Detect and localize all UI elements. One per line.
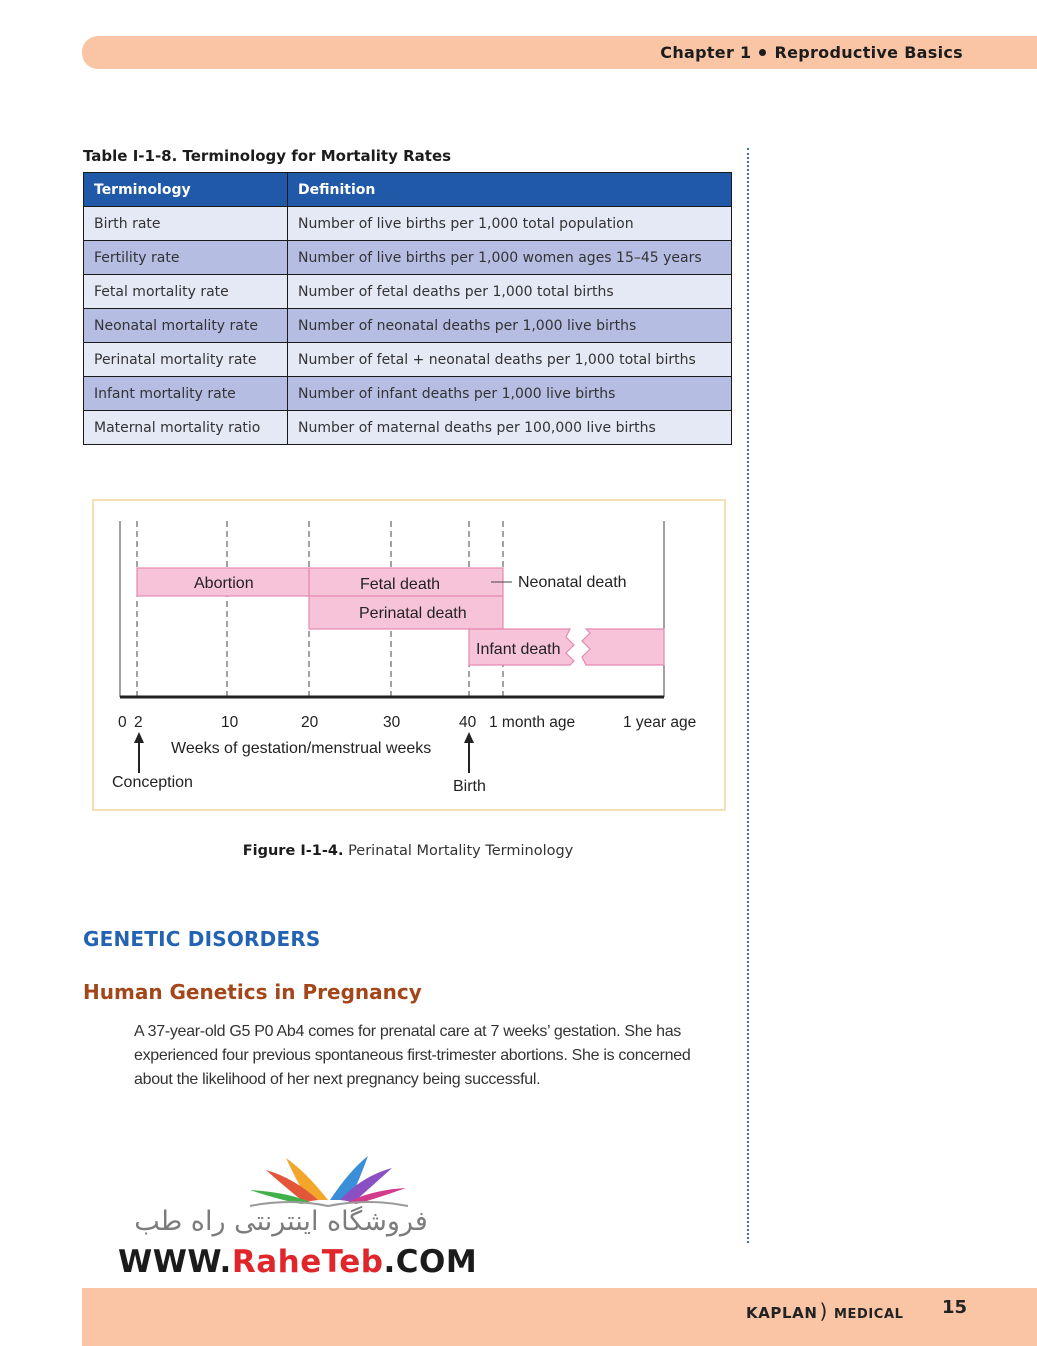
tick-label: 30 (383, 714, 401, 731)
kaplan-medical-logo (746, 1299, 903, 1323)
figure-caption-text: Perinatal Mortality Terminology (348, 843, 574, 859)
term-cell: Maternal mortality ratio (84, 411, 288, 445)
chapter-label: Chapter 1 (660, 43, 752, 62)
conception-label: Conception (112, 774, 193, 791)
column-header: Definition (288, 173, 732, 207)
watermark-url-prefix: WWW. (118, 1244, 232, 1280)
timeline-diagram (94, 501, 724, 809)
birth-arrow (464, 732, 474, 773)
definition-cell: Number of infant deaths per 1,000 live births (288, 377, 732, 411)
term-cell: Fertility rate (84, 241, 288, 275)
table-row (84, 207, 732, 241)
figure-caption-label: Figure I-1-4. (242, 843, 344, 859)
tick-label: 1 year age (623, 714, 697, 731)
watermark-url-accent: RaheTeb (231, 1244, 384, 1280)
table-row (84, 343, 732, 377)
table-title: Table I-1-8. Terminology for Mortality Rates (83, 147, 452, 165)
brand-name: KAPLAN (746, 1304, 818, 1322)
tick-label: 2 (134, 714, 143, 731)
watermark-persian-text: فروشگاه اینترنتی راه طب (134, 1206, 428, 1237)
axis-ticks (118, 714, 696, 731)
table-header-row (84, 173, 732, 207)
figure-caption (0, 843, 816, 859)
term-cell: Neonatal mortality rate (84, 309, 288, 343)
section-heading: GENETIC DISORDERS (83, 927, 321, 951)
page-number: 15 (942, 1297, 968, 1318)
table-row (84, 309, 732, 343)
footer-band (82, 1288, 1037, 1346)
chapter-title: Reproductive Basics (774, 43, 963, 62)
term-cell: Infant mortality rate (84, 377, 288, 411)
table-row (84, 411, 732, 445)
mortality-terminology-table (83, 172, 732, 445)
table-row (84, 241, 732, 275)
chapter-header-band (82, 36, 1037, 69)
term-cell: Birth rate (84, 207, 288, 241)
definition-cell: Number of fetal deaths per 1,000 total births (288, 275, 732, 309)
bullet-icon (759, 49, 766, 56)
sub-heading: Human Genetics in Pregnancy (83, 980, 422, 1004)
definition-cell: Number of maternal deaths per 100,000 live births (288, 411, 732, 445)
definition-cell: Number of neonatal deaths per 1,000 live births (288, 309, 732, 343)
perinatal-death-label: Perinatal death (359, 605, 467, 622)
watermark-url (118, 1244, 477, 1280)
conception-arrow (134, 732, 144, 773)
tick-label: 10 (221, 714, 239, 731)
tick-label: 0 (118, 714, 127, 731)
term-cell: Fetal mortality rate (84, 275, 288, 309)
term-cell: Perinatal mortality rate (84, 343, 288, 377)
margin-divider (747, 148, 749, 1243)
infant-death-bar-continued (582, 629, 664, 665)
tick-label: 1 month age (489, 714, 576, 731)
tick-label: 40 (459, 714, 477, 731)
table-row (84, 377, 732, 411)
definition-cell: Number of live births per 1,000 women ages 15–45 years (288, 241, 732, 275)
abortion-label: Abortion (194, 575, 254, 592)
open-book-logo-icon (110, 1150, 450, 1210)
axis-label: Weeks of gestation/menstrual weeks (171, 740, 432, 757)
definition-cell: Number of live births per 1,000 total population (288, 207, 732, 241)
tick-label: 20 (301, 714, 319, 731)
birth-label: Birth (453, 778, 486, 795)
column-header: Terminology (84, 173, 288, 207)
case-paragraph: A 37-year-old G5 P0 Ab4 comes for prenatal care at 7 weeks’ gestation. She has experienced four previous spontaneous first-trimester abortions. She is concerned about the likelihood of her next pregnancy being successful. (134, 1023, 691, 1088)
table-row (84, 275, 732, 309)
watermark (110, 1150, 478, 1280)
arrow-up-icon (134, 732, 144, 743)
brand-swoosh-icon: ) (819, 1299, 828, 1323)
neonatal-death-label: Neonatal death (518, 574, 627, 591)
brand-sub: MEDICAL (833, 1307, 904, 1322)
fetal-death-label: Fetal death (360, 576, 441, 593)
chapter-header (660, 43, 963, 62)
definition-cell: Number of fetal + neonatal deaths per 1,000 total births (288, 343, 732, 377)
watermark-url-suffix: .COM (383, 1244, 478, 1280)
arrow-up-icon (464, 732, 474, 743)
perinatal-mortality-figure (92, 499, 726, 811)
infant-death-label: Infant death (476, 641, 561, 658)
